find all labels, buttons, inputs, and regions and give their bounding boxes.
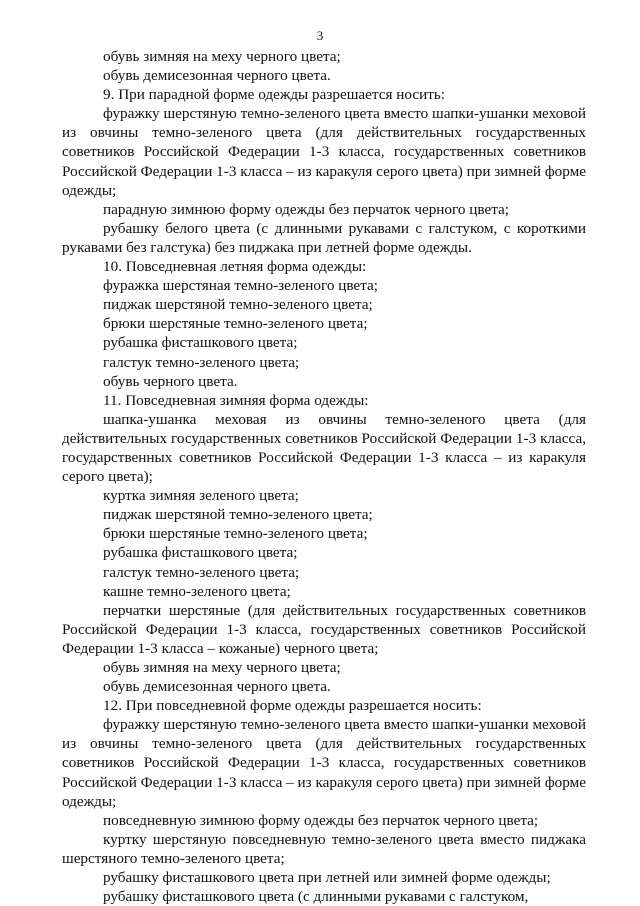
paragraph: рубашку фисташкового цвета (с длинными рукавами с галстуком,: [103, 888, 529, 906]
paragraph: парадную зимнюю форму одежды без перчаток черного цвета;: [103, 200, 509, 218]
paragraph: обувь демисезонная черного цвета.: [103, 67, 331, 85]
list-item: брюки шерстяные темно-зеленого цвета;: [103, 315, 368, 333]
paragraph: фуражку шерстяную темно-зеленого цвета вместо шапки-ушанки меховой из овчины темно-зеленого цвета (для действительных государственных советников Российской Федерации 1-3 класса, государственных советников Российской Федерации 1-3 класса – из каракуля серого цвета) при зимней форме одежды;: [62, 105, 586, 199]
list-item: обувь демисезонная черного цвета.: [103, 678, 331, 696]
section-heading: 11. Повседневная зимняя форма одежды:: [103, 391, 369, 409]
paragraph: повседневную зимнюю форму одежды без перчаток черного цвета;: [103, 811, 539, 829]
section-heading: 9. При парадной форме одежды разрешается носить:: [103, 86, 445, 104]
list-item: рубашка фисташкового цвета;: [103, 334, 298, 352]
paragraph: фуражку шерстяную темно-зеленого цвета вместо шапки-ушанки меховой из овчины темно-зеленого цвета (для действительных государственных советников Российской Федерации 1-3 класса, государственных советников Российской Федерации 1-3 класса – из каракуля серого цвета) при зимней форме одежды;: [62, 716, 586, 810]
list-item: пиджак шерстяной темно-зеленого цвета;: [103, 296, 373, 314]
list-item: галстук темно-зеленого цвета;: [103, 353, 300, 371]
section-heading: 10. Повседневная летняя форма одежды:: [103, 258, 367, 276]
section-heading: 12. При повседневной форме одежды разрешается носить:: [103, 697, 482, 715]
list-item: перчатки шерстяные (для действительных государственных советников Российской Федерации 1-3 класса, государственных советников Российской Федерации 1-3 класса – кожаные) черного цвета;: [62, 601, 586, 657]
page-number: 3: [316, 28, 324, 43]
paragraph: рубашку фисташкового цвета при летней или зимней форме одежды;: [103, 869, 551, 887]
document-body: [62, 47, 586, 906]
list-item: шапка-ушанка меховая из овчины темно-зеленого цвета (для действительных государственных советников Российской Федерации 1-3 класса, государственных советников Российской Федерации 1-3 класса – из каракуля серого цвета);: [62, 410, 586, 486]
list-item: обувь зимняя на меху черного цвета;: [103, 659, 341, 676]
list-item: галстук темно-зеленого цвета;: [103, 563, 300, 581]
paragraph: куртку шерстяную повседневную темно-зеленого цвета вместо пиджака шерстяного темно-зеленого цвета;: [62, 830, 586, 867]
list-item: пиджак шерстяной темно-зеленого цвета;: [103, 506, 373, 524]
paragraph: обувь зимняя на меху черного цвета;: [103, 48, 341, 65]
list-item: рубашка фисташкового цвета;: [103, 544, 298, 562]
list-item: кашне темно-зеленого цвета;: [103, 582, 291, 600]
paragraph: рубашку белого цвета (с длинными рукавами с галстуком, с короткими рукавами без галстука) без пиджака при летней форме одежды.: [62, 219, 586, 256]
list-item: фуражка шерстяная темно-зеленого цвета;: [103, 277, 378, 295]
list-item: обувь черного цвета.: [103, 372, 238, 390]
list-item: брюки шерстяные темно-зеленого цвета;: [103, 525, 368, 543]
list-item: куртка зимняя зеленого цвета;: [103, 487, 299, 505]
